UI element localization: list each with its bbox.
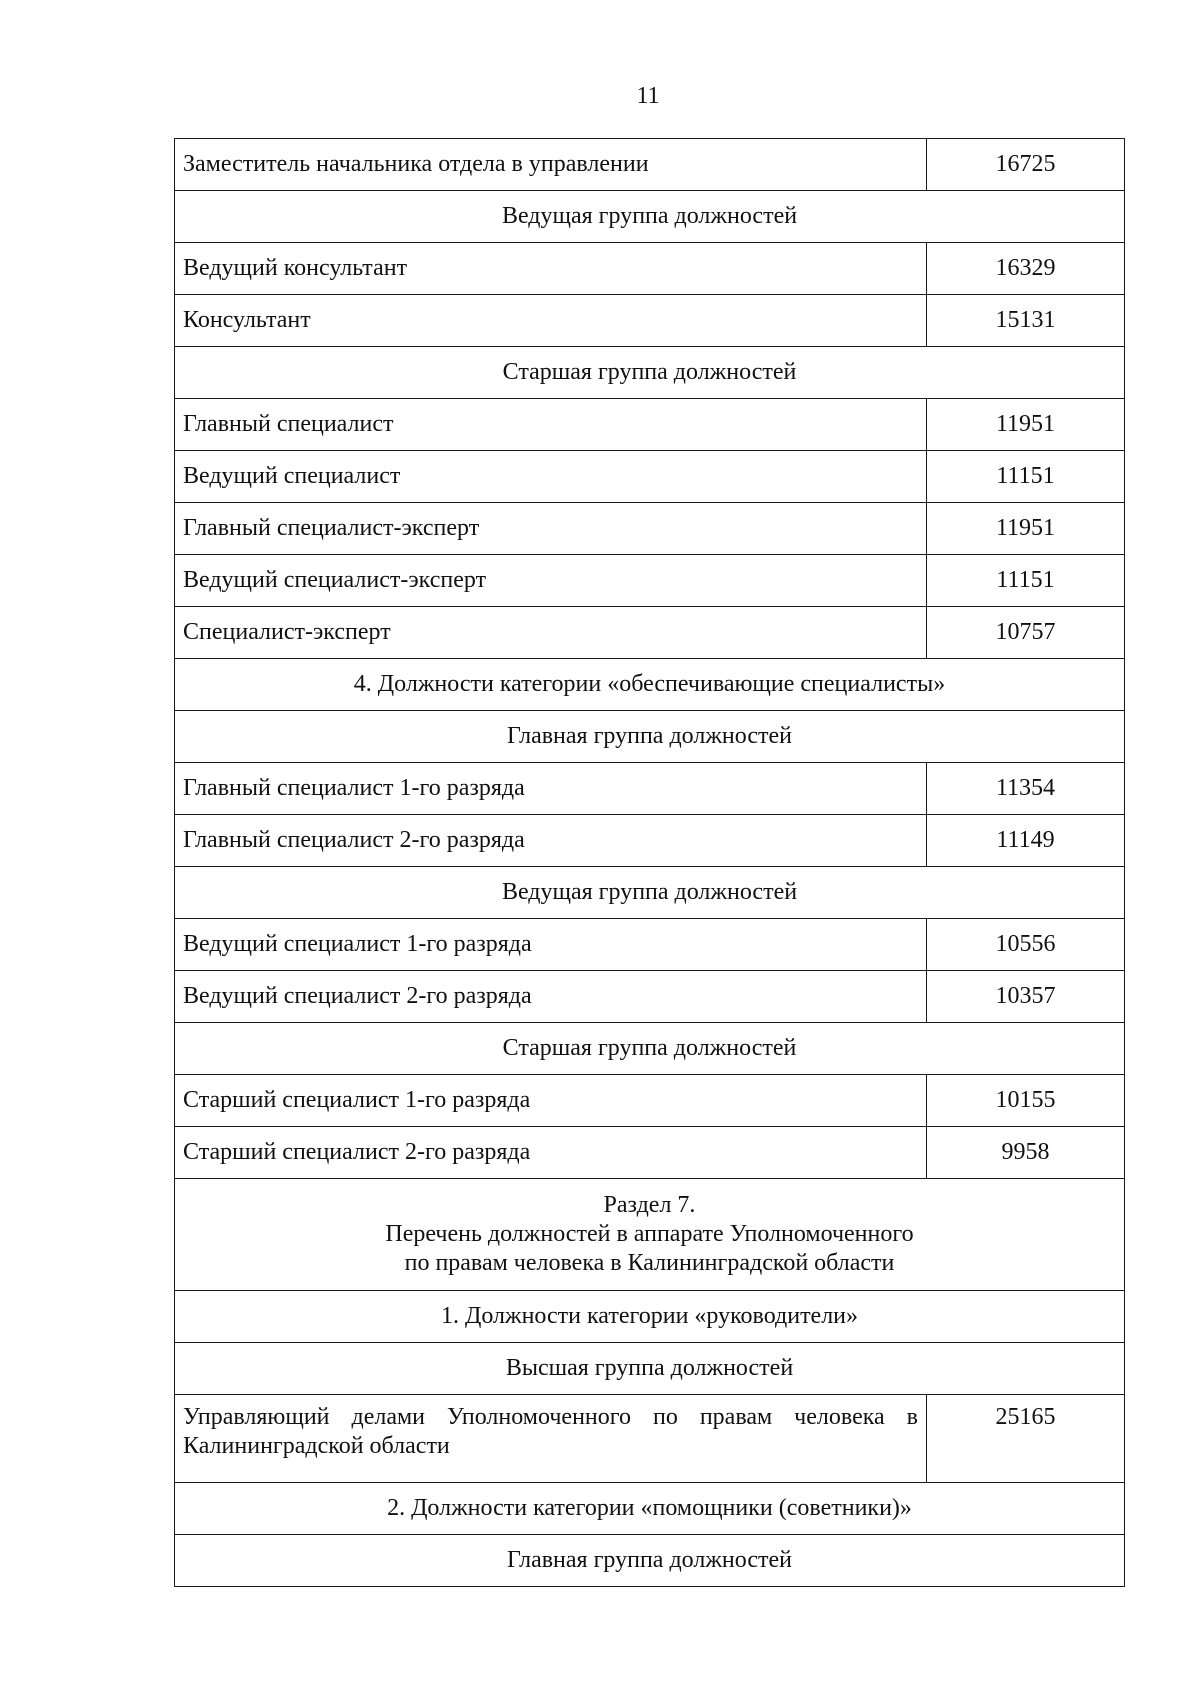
table-row xyxy=(175,919,1125,971)
position-name: Старший специалист 2-го разряда xyxy=(175,1127,927,1179)
position-name: Ведущий специалист 2-го разряда xyxy=(175,971,927,1023)
group-header: Главная группа должностей xyxy=(175,711,1125,763)
positions-salary-table xyxy=(174,138,1125,1587)
table-row xyxy=(175,243,1125,295)
table-row xyxy=(175,399,1125,451)
group-header: Ведущая группа должностей xyxy=(175,191,1125,243)
position-name: Главный специалист xyxy=(175,399,927,451)
table-row xyxy=(175,1127,1125,1179)
table-row xyxy=(175,503,1125,555)
salary-value: 11354 xyxy=(927,763,1125,815)
position-name: Ведущий консультант xyxy=(175,243,927,295)
category-header-row xyxy=(175,1291,1125,1343)
group-header-row xyxy=(175,347,1125,399)
table-row xyxy=(175,763,1125,815)
section-title-line: Перечень должностей в аппарате Уполномоченного xyxy=(385,1221,914,1247)
salary-value: 11151 xyxy=(927,451,1125,503)
table-row xyxy=(175,295,1125,347)
table-row xyxy=(175,139,1125,191)
position-name: Управляющий делами Уполномоченного по правам человека в Калининградской области xyxy=(175,1395,927,1483)
group-header: Старшая группа должностей xyxy=(175,347,1125,399)
group-header: Ведущая группа должностей xyxy=(175,867,1125,919)
group-header: Старшая группа должностей xyxy=(175,1023,1125,1075)
salary-value: 9958 xyxy=(927,1127,1125,1179)
group-header-row xyxy=(175,1535,1125,1587)
salary-value: 25165 xyxy=(927,1395,1125,1483)
salary-value: 11149 xyxy=(927,815,1125,867)
group-header-row xyxy=(175,711,1125,763)
section-header xyxy=(175,1179,1125,1291)
section-number: Раздел 7. xyxy=(603,1192,696,1218)
category-header-row xyxy=(175,659,1125,711)
group-header-row xyxy=(175,1343,1125,1395)
category-header: 1. Должности категории «руководители» xyxy=(175,1291,1125,1343)
table-row xyxy=(175,451,1125,503)
table-row xyxy=(175,607,1125,659)
position-name: Главный специалист 2-го разряда xyxy=(175,815,927,867)
category-header: 4. Должности категории «обеспечивающие специалисты» xyxy=(175,659,1125,711)
table-row xyxy=(175,971,1125,1023)
group-header-row xyxy=(175,867,1125,919)
page-number: 11 xyxy=(636,83,660,109)
category-header: 2. Должности категории «помощники (советники)» xyxy=(175,1483,1125,1535)
salary-value: 11151 xyxy=(927,555,1125,607)
salary-value: 10556 xyxy=(927,919,1125,971)
group-header: Главная группа должностей xyxy=(175,1535,1125,1587)
group-header-row xyxy=(175,191,1125,243)
salary-value: 16725 xyxy=(927,139,1125,191)
salary-value: 10757 xyxy=(927,607,1125,659)
group-header: Высшая группа должностей xyxy=(175,1343,1125,1395)
salary-value: 16329 xyxy=(927,243,1125,295)
position-name: Ведущий специалист 1-го разряда xyxy=(175,919,927,971)
table-row xyxy=(175,555,1125,607)
category-header-row xyxy=(175,1483,1125,1535)
section-title-line: по правам человека в Калининградской области xyxy=(404,1250,895,1276)
salary-value: 11951 xyxy=(927,503,1125,555)
position-name: Старший специалист 1-го разряда xyxy=(175,1075,927,1127)
position-name: Заместитель начальника отдела в управлении xyxy=(175,139,927,191)
position-name: Ведущий специалист xyxy=(175,451,927,503)
table-row xyxy=(175,815,1125,867)
position-name: Главный специалист-эксперт xyxy=(175,503,927,555)
position-name: Специалист-эксперт xyxy=(175,607,927,659)
salary-value: 10357 xyxy=(927,971,1125,1023)
position-name: Консультант xyxy=(175,295,927,347)
position-name: Главный специалист 1-го разряда xyxy=(175,763,927,815)
group-header-row xyxy=(175,1023,1125,1075)
salary-value: 15131 xyxy=(927,295,1125,347)
position-name: Ведущий специалист-эксперт xyxy=(175,555,927,607)
salary-value: 11951 xyxy=(927,399,1125,451)
section-header-row xyxy=(175,1179,1125,1291)
table-row xyxy=(175,1395,1125,1483)
salary-value: 10155 xyxy=(927,1075,1125,1127)
table-row xyxy=(175,1075,1125,1127)
